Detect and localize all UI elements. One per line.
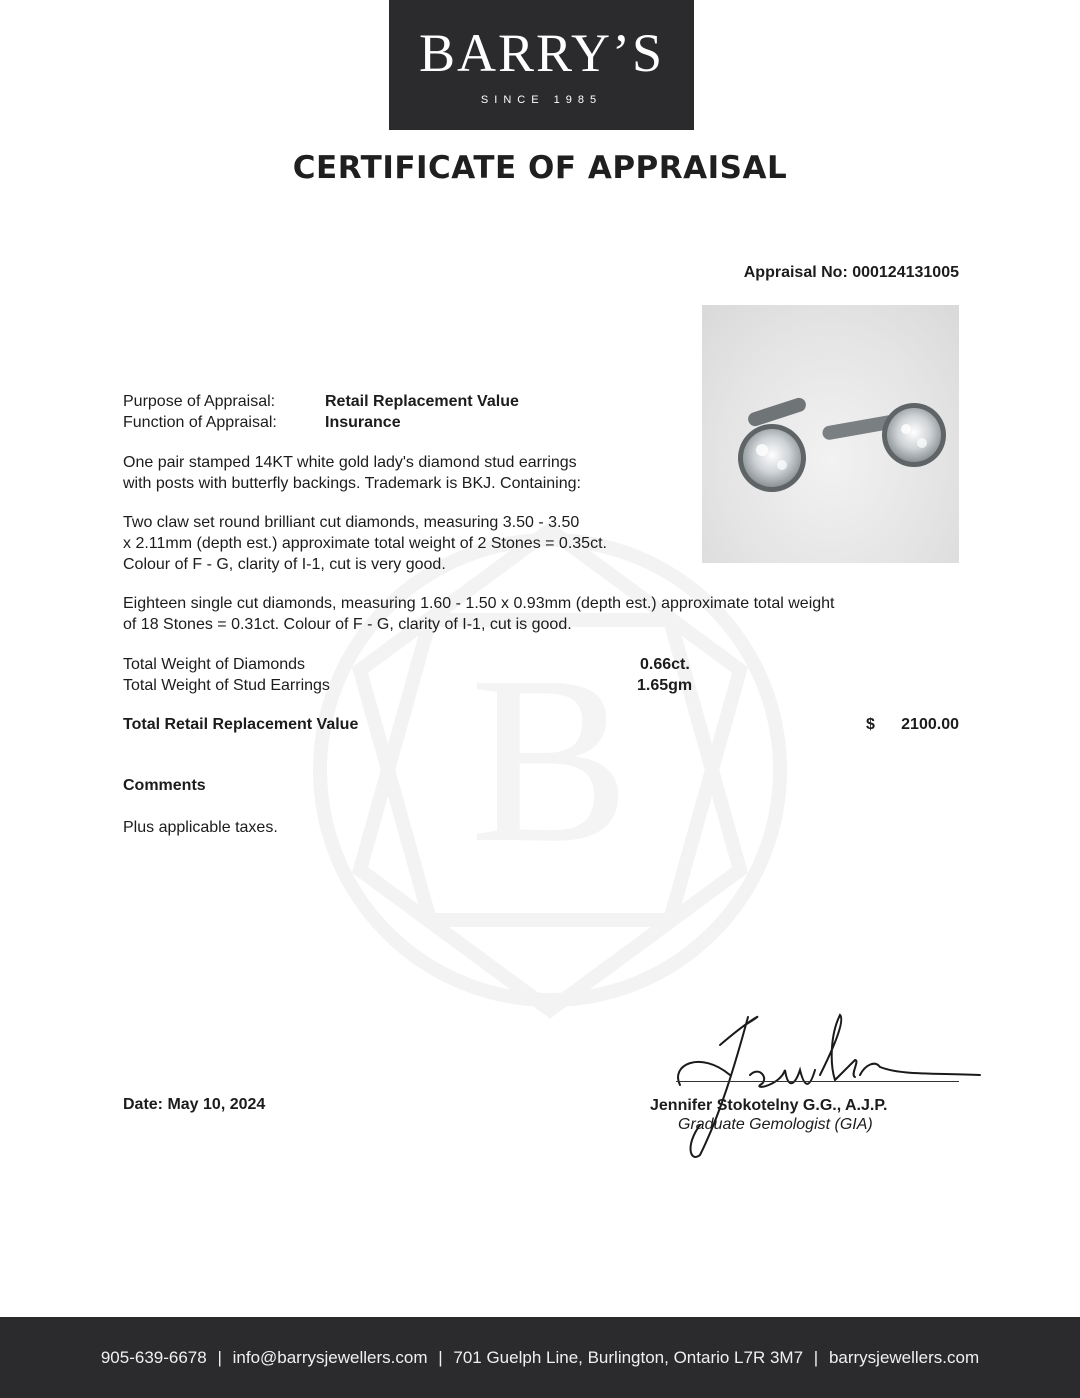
svg-text:B: B	[469, 626, 631, 892]
stones-line: Eighteen single cut diamonds, measuring 1.60 - 1.50 x 0.93mm (depth est.) approximate total weight	[123, 595, 835, 612]
handwritten-signature	[660, 1005, 990, 1165]
footer-separator: |	[217, 1348, 222, 1367]
signature-line	[676, 1081, 959, 1082]
comments-heading: Comments	[123, 777, 206, 794]
contact-footer	[0, 1317, 1080, 1398]
appraisal-date: Date: May 10, 2024	[123, 1096, 266, 1113]
total-diamond-weight-value: 0.66ct.	[640, 656, 690, 673]
footer-separator: |	[438, 1348, 443, 1367]
brand-since: SINCE 1985	[480, 94, 603, 106]
appraisal-number: Appraisal No: 000124131005	[743, 264, 959, 281]
document-title: CERTIFICATE OF APPRAISAL	[292, 150, 788, 186]
footer-separator: |	[813, 1348, 819, 1367]
center-stones-description	[123, 512, 607, 575]
diamond-stud-earrings-photo	[702, 305, 959, 563]
footer-phone: 905-639-6678	[100, 1348, 207, 1367]
brand-name: BARRY’S	[418, 23, 665, 83]
footer-email[interactable]: info@barrysjewellers.com	[232, 1348, 428, 1367]
function-label: Function of Appraisal:	[123, 414, 277, 431]
function-value: Insurance	[325, 414, 401, 431]
total-value-amount: 2100.00	[901, 716, 959, 733]
brand-logo	[389, 0, 694, 130]
total-value-label: Total Retail Replacement Value	[123, 716, 359, 733]
stones-line: of 18 Stones = 0.31ct. Colour of F - G, clarity of I-1, cut is good.	[123, 616, 572, 633]
total-earring-weight-value: 1.65gm	[637, 677, 693, 694]
signer-name: Jennifer Stokotelny G.G., A.J.P.	[650, 1097, 888, 1114]
stones-line: Colour of F - G, clarity of I-1, cut is very good.	[123, 556, 446, 573]
signer-title: Graduate Gemologist (GIA)	[678, 1116, 873, 1133]
total-earring-weight-label: Total Weight of Stud Earrings	[123, 677, 330, 694]
description-line: One pair stamped 14KT white gold lady's diamond stud earrings	[123, 454, 577, 471]
purpose-value: Retail Replacement Value	[325, 393, 519, 410]
total-diamond-weight-label: Total Weight of Diamonds	[123, 656, 306, 673]
comments-text: Plus applicable taxes.	[123, 819, 278, 836]
stones-line: Two claw set round brilliant cut diamonds, measuring 3.50 - 3.50	[123, 514, 580, 531]
stones-line: x 2.11mm (depth est.) approximate total weight of 2 Stones = 0.35ct.	[123, 535, 607, 552]
purpose-label: Purpose of Appraisal:	[123, 393, 276, 410]
earrings-illustration	[702, 305, 959, 563]
item-description	[123, 452, 581, 494]
footer-website[interactable]: barrysjewellers.com	[828, 1348, 980, 1367]
footer-address: 701 Guelph Line, Burlington, Ontario L7R 3M7	[453, 1348, 804, 1367]
total-value-currency: $	[866, 716, 875, 733]
accent-stones-description	[123, 593, 835, 635]
description-line: with posts with butterfly backings. Trademark is BKJ. Containing:	[123, 475, 581, 492]
